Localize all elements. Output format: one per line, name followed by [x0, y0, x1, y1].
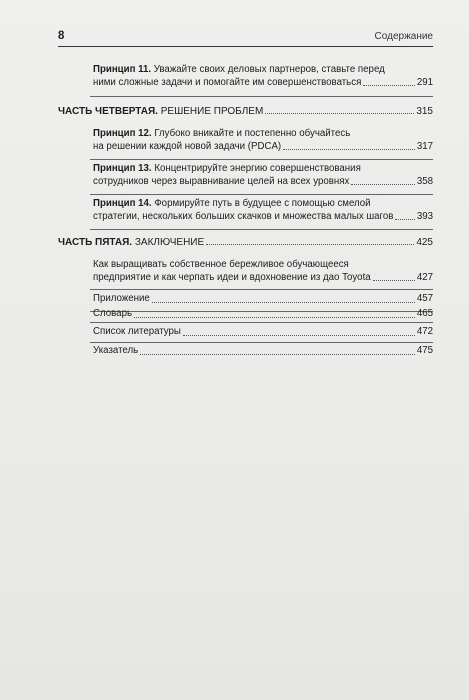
toc-part-four[interactable] — [58, 106, 433, 117]
entry-text-cont: предприятие и как черпать идеи и вдохновение из дао Toyota — [93, 271, 371, 283]
divider — [90, 289, 433, 290]
divider — [90, 96, 433, 97]
page-ref: 465 — [416, 308, 433, 319]
page-ref: 317 — [416, 140, 433, 152]
divider — [90, 322, 433, 323]
page-ref: 315 — [416, 106, 433, 117]
dot-leader — [363, 85, 415, 86]
dot-leader — [183, 335, 415, 336]
divider — [90, 194, 433, 195]
entry-text: Указатель — [93, 345, 139, 356]
principle-label: Принцип 12. — [93, 128, 152, 139]
page-ref: 475 — [416, 345, 433, 356]
page-ref: 472 — [416, 326, 433, 337]
divider — [90, 342, 433, 343]
toc-part-five[interactable] — [58, 237, 433, 248]
principle-text-cont: на решении каждой новой задачи (PDCA) — [93, 140, 282, 152]
toc-entry-principle-12[interactable] — [93, 128, 433, 153]
toc-entry-principle-13[interactable] — [93, 163, 433, 188]
toc-entry-conclusion-chapter[interactable] — [93, 259, 433, 284]
principle-text: Формируйте путь в будущее с помощью смелой — [154, 198, 371, 209]
toc-entry-glossary[interactable] — [93, 308, 433, 321]
dot-leader — [283, 149, 415, 150]
dot-leader — [206, 244, 414, 245]
principle-text-cont: сотрудников через выравнивание целей на всех уровнях — [93, 175, 350, 187]
page-ref: 425 — [416, 237, 433, 248]
running-head: Содержание — [374, 31, 433, 42]
principle-label: Принцип 13. — [93, 163, 152, 174]
divider — [90, 229, 433, 230]
toc-entry-index[interactable] — [93, 345, 433, 358]
part-title: РЕШЕНИЕ ПРОБЛЕМ — [160, 106, 264, 117]
toc-entry-appendix[interactable] — [93, 293, 433, 306]
principle-text-cont: стратегии, нескольких больших скачков и множества малых шагов — [93, 210, 394, 222]
page-ref: 427 — [416, 271, 433, 283]
part-title: ЗАКЛЮЧЕНИЕ — [134, 237, 205, 248]
principle-text-cont: ними сложные задачи и помогайте им совершенствоваться — [93, 76, 362, 88]
principle-text: Концентрируйте энергию совершенствования — [154, 163, 361, 174]
dot-leader — [265, 113, 414, 114]
entry-text: Список литературы — [93, 326, 181, 337]
part-label: ЧАСТЬ ЧЕТВЕРТАЯ. — [58, 106, 158, 117]
dot-leader — [134, 317, 415, 318]
toc-entry-principle-14[interactable] — [93, 198, 433, 223]
principle-text: Глубоко вникайте и постепенно обучайтесь — [154, 128, 351, 139]
dot-leader — [140, 354, 415, 355]
entry-text: Приложение — [93, 293, 150, 304]
dot-leader — [395, 219, 414, 220]
page-ref: 457 — [416, 293, 433, 304]
principle-label: Принцип 14. — [93, 198, 152, 209]
page-ref: 291 — [416, 76, 433, 88]
dot-leader — [373, 280, 415, 281]
page-number: 8 — [58, 30, 65, 42]
principle-text: Уважайте своих деловых партнеров, ставьте перед — [153, 64, 385, 75]
page-ref: 393 — [416, 210, 433, 222]
toc-entry-bibliography[interactable] — [93, 326, 433, 339]
page-ref: 358 — [416, 175, 433, 187]
entry-text: Как выращивать собственное бережливое обучающееся — [93, 259, 349, 270]
divider — [90, 159, 433, 160]
dot-leader — [152, 302, 415, 303]
dot-leader — [351, 184, 415, 185]
part-label: ЧАСТЬ ПЯТАЯ. — [58, 237, 133, 248]
principle-label: Принцип 11. — [93, 64, 152, 75]
toc-entry-principle-11[interactable] — [93, 64, 433, 89]
page-header — [58, 30, 433, 47]
entry-text: Словарь — [93, 308, 133, 319]
